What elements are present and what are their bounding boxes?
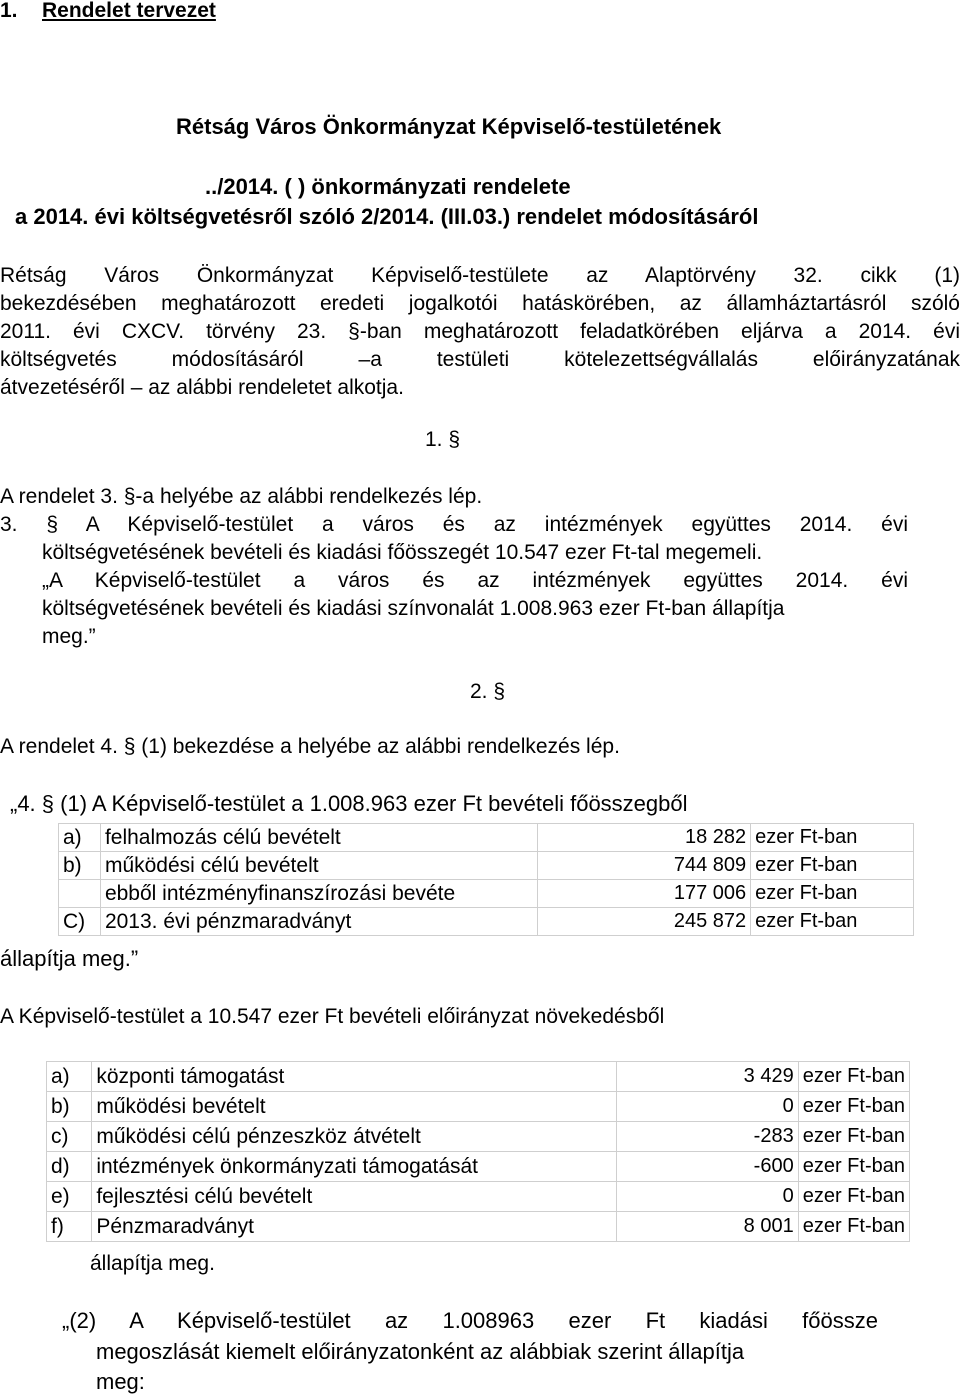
table-row [47, 1122, 910, 1152]
table-row [47, 1092, 910, 1122]
row-letter: e) [47, 1182, 92, 1212]
row-amount: -600 [617, 1152, 798, 1182]
revenue-table [58, 823, 914, 936]
row-amount: 177 006 [537, 880, 751, 908]
section-2-increase-paragraph: A Képviselő-testület a 10.547 ezer Ft bevételi előirányzat növekedésből [0, 1005, 665, 1028]
preamble-line: bekezdésében meghatározott eredeti jogalkotói hatáskörében, az államháztartásról szóló [0, 292, 960, 315]
section-2-para4: „4. § (1) A Képviselő-testület a 1.008.963 ezer Ft bevételi főösszegből [10, 791, 688, 816]
row-description: felhalmozás célú bevételt [100, 824, 537, 852]
title-line1: Rétság Város Önkormányzat Képviselő-testületének [176, 114, 722, 139]
row-description: ebből intézményfinanszírozási bevéte [100, 880, 537, 908]
section-2-label: 2. § [470, 680, 506, 703]
row-amount: 8 001 [617, 1212, 798, 1242]
section-1-paragraph-line: 3. § A Képviselő-testület a város és az intézmények együttes 2014. évi [0, 513, 908, 536]
section-1-paragraph-line: költségvetésének bevételi és kiadási főösszegét 10.547 ezer Ft-tal megemeli. [42, 541, 763, 564]
row-unit: ezer Ft-ban [798, 1182, 909, 1212]
table-row [47, 1182, 910, 1212]
row-unit: ezer Ft-ban [798, 1122, 909, 1152]
heading-number: 1. [0, 0, 18, 22]
row-description: intézmények önkormányzati támogatását [92, 1152, 617, 1182]
section-1-intro: A rendelet 3. §-a helyébe az alábbi rendelkezés lép. [0, 485, 483, 508]
row-letter: C) [59, 908, 101, 936]
row-unit: ezer Ft-ban [798, 1212, 909, 1242]
row-unit: ezer Ft-ban [751, 908, 914, 936]
row-letter: c) [47, 1122, 92, 1152]
row-letter: d) [47, 1152, 92, 1182]
table-row [59, 880, 914, 908]
row-description: működési célú pénzeszköz átvételt [92, 1122, 617, 1152]
section-2-expense-line: meg: [96, 1369, 145, 1394]
row-letter [59, 880, 101, 908]
row-amount: 0 [617, 1182, 798, 1212]
row-letter: b) [47, 1092, 92, 1122]
preamble-line: költségvetés módosításáról –a testületi kötelezettségvállalás előirányzatának [0, 348, 960, 371]
row-amount: 18 282 [537, 824, 751, 852]
table-2-closing: állapítja meg. [90, 1252, 215, 1275]
section-2-intro: A rendelet 4. § (1) bekezdése a helyébe az alábbi rendelkezés lép. [0, 735, 620, 758]
row-amount: 245 872 [537, 908, 751, 936]
section-2-expense-line: megoszlását kiemelt előirányzatonként az alábbiak szerint állapítja [96, 1339, 745, 1364]
row-unit: ezer Ft-ban [798, 1092, 909, 1122]
table-row [47, 1152, 910, 1182]
table-row [59, 824, 914, 852]
table-row [59, 852, 914, 880]
preamble-line: átvezetéséről – az alábbi rendeletet alkotja. [0, 376, 404, 399]
row-description: működési célú bevételt [100, 852, 537, 880]
row-letter: a) [47, 1062, 92, 1092]
section-1-paragraph-line: meg.” [42, 625, 96, 648]
row-unit: ezer Ft-ban [751, 824, 914, 852]
row-description: 2013. évi pénzmaradványt [100, 908, 537, 936]
table-row [59, 908, 914, 936]
preamble-line [0, 318, 960, 346]
table-1-closing: állapítja meg.” [0, 946, 139, 971]
row-letter: b) [59, 852, 101, 880]
table-row [47, 1212, 910, 1242]
title-line3: a 2014. évi költségvetésről szóló 2/2014. (III.03.) rendelet módosításáról [15, 204, 759, 229]
row-unit: ezer Ft-ban [751, 852, 914, 880]
preamble-line-text: 2011. évi CXCV. törvény 23. §-ban meghatározott feladatkörében eljárva a 2014. évi [0, 320, 960, 343]
row-unit: ezer Ft-ban [798, 1152, 909, 1182]
increase-table [46, 1061, 910, 1242]
heading-title: Rendelet tervezet [42, 0, 216, 22]
section-1-paragraph-line: „A Képviselő-testület a város és az intézmények együttes 2014. évi [42, 569, 908, 592]
row-unit: ezer Ft-ban [798, 1062, 909, 1092]
row-description: központi támogatást [92, 1062, 617, 1092]
row-unit: ezer Ft-ban [751, 880, 914, 908]
section-1-paragraph-line: költségvetésének bevételi és kiadási színvonalát 1.008.963 ezer Ft-ban állapítja [42, 597, 785, 620]
section-1-label: 1. § [425, 428, 461, 451]
row-letter: f) [47, 1212, 92, 1242]
row-amount: 3 429 [617, 1062, 798, 1092]
row-description: Pénzmaradványt [92, 1212, 617, 1242]
row-amount: -283 [617, 1122, 798, 1152]
row-amount: 0 [617, 1092, 798, 1122]
table-row [47, 1062, 910, 1092]
title-line2: ../2014. ( ) önkormányzati rendelete [205, 174, 571, 199]
row-letter: a) [59, 824, 101, 852]
row-amount: 744 809 [537, 852, 751, 880]
preamble-line: Rétság Város Önkormányzat Képviselő-testülete az Alaptörvény 32. cikk (1) [0, 264, 960, 287]
section-2-expense-line: „(2) A Képviselő-testület az 1.008963 ezer Ft kiadási főössze [62, 1308, 878, 1333]
row-description: működési bevételt [92, 1092, 617, 1122]
row-description: fejlesztési célú bevételt [92, 1182, 617, 1212]
